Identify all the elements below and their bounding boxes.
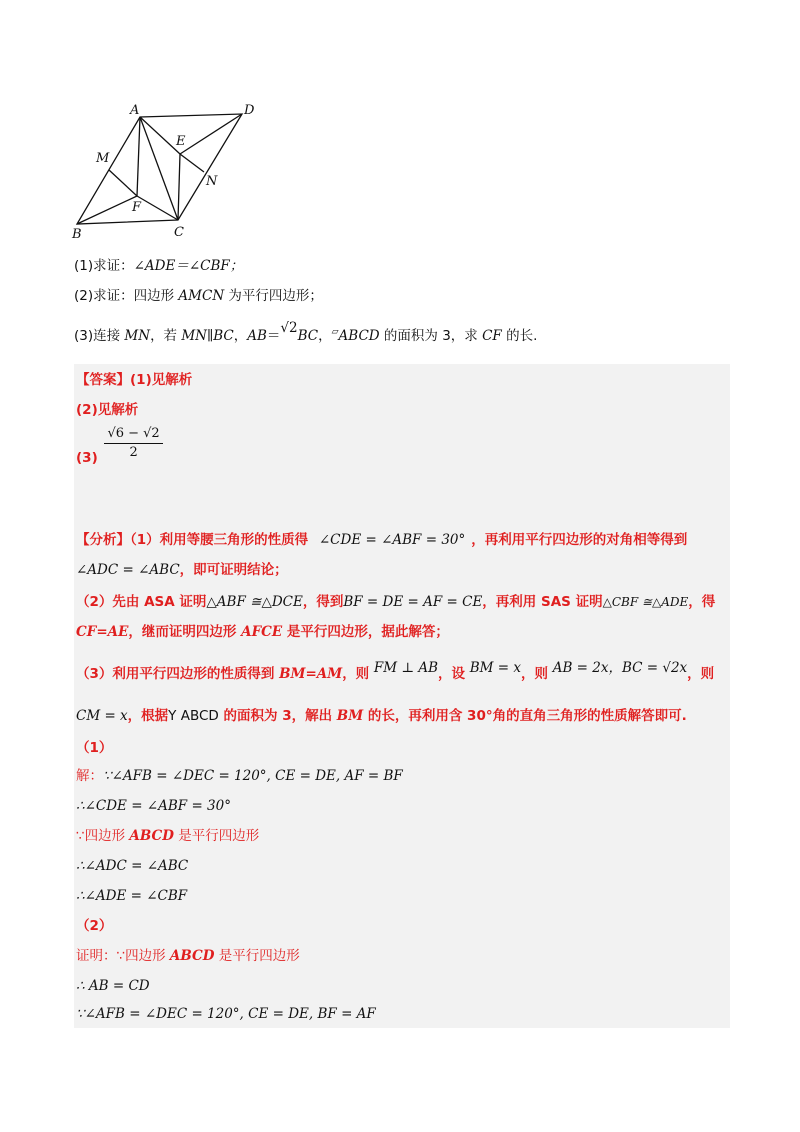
- solution-2-line-3: ∵∠AFB = ∠DEC = 120°, CE = DE, BF = AF: [76, 1006, 376, 1022]
- analysis-line-5: [76, 660, 715, 684]
- label-d: D: [244, 103, 255, 118]
- segment-ce: [178, 154, 180, 220]
- q3-part-i: ，: [318, 328, 332, 344]
- q3-part-l: CF: [482, 328, 502, 344]
- solution-1-heading: （1）: [76, 740, 113, 756]
- answer-3-prefix: (3): [76, 449, 98, 466]
- parallelogram-symbol: ▱: [331, 327, 339, 337]
- answer-label: 【答案】: [76, 372, 130, 388]
- analysis-p2-b: ，得到: [302, 594, 344, 610]
- question-1-math: ∠ADE＝∠CBF；: [133, 258, 244, 274]
- question-2: [74, 286, 323, 306]
- analysis-p2-math3: △CBF ≅△ADE: [602, 595, 689, 609]
- q3-part-h: BC: [297, 328, 319, 344]
- segment-ae: [140, 117, 180, 154]
- analysis-p2-d: ，得: [688, 594, 716, 610]
- solution-1-line-5: ∴∠ADE = ∠CBF: [76, 888, 188, 904]
- q3-sqrt: √2: [280, 320, 298, 336]
- solution-2-l1-a: 证明：∵四边形: [76, 948, 170, 964]
- analysis-line-2: [76, 560, 288, 580]
- solution-1-line-2: ∴∠CDE = ∠ABF = 30°: [76, 798, 231, 814]
- q3-part-e: ，: [233, 328, 248, 344]
- analysis-p3-a: （3）利用平行四边形的性质得到: [76, 666, 280, 682]
- answer-3-fraction: [104, 426, 162, 461]
- analysis-p1-math: ∠CDE = ∠ABF = 30°: [318, 532, 466, 548]
- answer-3: [76, 426, 163, 466]
- analysis-p2-g: AFCE: [241, 624, 283, 640]
- solution-2-l1-c: 是平行四边形: [214, 948, 300, 964]
- analysis-line-3: [76, 592, 715, 612]
- question-1-prefix: (1)求证：: [74, 258, 134, 274]
- analysis-label: 【分析】: [76, 532, 130, 548]
- solution-1-l3-c: 是平行四边形: [173, 828, 260, 844]
- question-2-math: AMCN: [178, 288, 225, 304]
- analysis-p1-c: ，即可证明结论；: [179, 562, 288, 578]
- fraction-numerator: √6 − √2: [104, 426, 162, 444]
- analysis-line-4: [76, 622, 449, 642]
- solution-1-prefix: 解：: [76, 768, 103, 784]
- q3-part-f: AB: [247, 328, 267, 344]
- answer-line-1: [76, 370, 192, 390]
- answer-1: (1)见解析: [130, 372, 193, 388]
- label-n: N: [206, 174, 218, 189]
- solution-1-line-3: [76, 826, 259, 846]
- solution-1-l3-a: ∵四边形: [76, 828, 130, 844]
- segment-fc: [137, 196, 178, 220]
- q3-part-j: ABCD: [338, 328, 380, 344]
- analysis-p3-d: ，设: [438, 666, 466, 682]
- analysis-p3-math2: BM = x: [469, 660, 521, 676]
- label-b: B: [72, 227, 82, 240]
- analysis-p1-b: ，再利用平行四边形的对角相等得到: [471, 532, 688, 548]
- q3-part-c: ，若: [150, 328, 182, 344]
- q3-part-d: MN∥BC: [181, 328, 234, 344]
- label-a: A: [130, 103, 140, 118]
- solution-1-l3-b: ABCD: [129, 828, 174, 844]
- segment-mf: [109, 170, 137, 196]
- analysis-line-6: [76, 706, 687, 726]
- solution-2-line-2: ∴ AB = CD: [76, 978, 150, 994]
- segment-de: [180, 114, 242, 154]
- analysis-p3-g-math: CM = x: [76, 708, 128, 724]
- solution-1-line-4: ∴∠ADC = ∠ABC: [76, 858, 189, 874]
- label-m: M: [96, 151, 110, 166]
- q3-part-k: 的面积为 3，求: [379, 328, 483, 344]
- segment-af: [137, 117, 140, 196]
- analysis-p2-math2: BF = DE = AF = CE: [343, 594, 483, 610]
- analysis-p3-k: 的长，再利用含 30°角的直角三角形的性质解答即可.: [363, 708, 687, 724]
- answer-panel: [74, 364, 730, 1028]
- question-2-suffix: 为平行四边形；: [224, 288, 323, 304]
- solution-2-l1-b: ABCD: [169, 948, 215, 964]
- analysis-p3-i: 的面积为 3，解出: [218, 708, 337, 724]
- analysis-p1-a: （1）利用等腰三角形的性质得: [130, 532, 309, 548]
- solution-1-math-1: ∵∠AFB = ∠DEC = 120°, CE = DE, AF = BF: [103, 768, 403, 784]
- analysis-p2-f: ，继而证明四边形: [128, 624, 242, 640]
- q3-part-m: 的长.: [501, 328, 538, 344]
- analysis-p3-math1: FM ⊥ AB: [373, 660, 439, 676]
- analysis-line-1: [76, 530, 687, 550]
- analysis-p2-e: CF=AE: [76, 624, 129, 640]
- q3-part-a: (3)连接: [74, 328, 125, 344]
- q3-part-g: ＝: [266, 328, 281, 344]
- label-e: E: [176, 134, 186, 149]
- analysis-p2-a: （2）先由 ASA 证明: [76, 594, 207, 610]
- fraction-denominator: 2: [129, 445, 138, 460]
- analysis-p2-h: 是平行四边形，据此解答；: [282, 624, 449, 640]
- solution-2-line-1: [76, 946, 300, 966]
- label-f: F: [132, 200, 142, 215]
- analysis-p3-h: Y ABCD: [168, 708, 219, 724]
- analysis-p2-math1: △ABF ≅△DCE: [206, 594, 303, 610]
- analysis-p1-c-math: ∠ADC = ∠ABC: [76, 562, 180, 578]
- question-1: [74, 256, 243, 276]
- segment-ne: [180, 154, 204, 172]
- parallelogram-figure: [60, 98, 290, 240]
- analysis-p3-f: ，则: [687, 666, 715, 682]
- analysis-p3-c: ，则: [342, 666, 370, 682]
- q3-part-b: MN: [124, 328, 151, 344]
- solution-1-line-1: [76, 766, 403, 786]
- answer-2: (2)见解析: [76, 402, 139, 418]
- segment-ac: [140, 117, 178, 220]
- segment-bf: [77, 196, 137, 224]
- analysis-p3-b: BM=AM: [279, 666, 343, 682]
- question-3: [74, 320, 538, 348]
- analysis-p3-g: ，根据: [127, 708, 169, 724]
- solution-2-heading: （2）: [76, 918, 113, 934]
- analysis-p3-math3: AB = 2x，BC = √2x: [552, 660, 688, 676]
- analysis-p2-c: ，再利用 SAS 证明: [482, 594, 603, 610]
- question-2-prefix: (2)求证：四边形: [74, 288, 179, 304]
- analysis-p3-j: BM: [336, 708, 364, 724]
- analysis-p3-e: ，则: [521, 666, 548, 682]
- label-c: C: [174, 225, 184, 240]
